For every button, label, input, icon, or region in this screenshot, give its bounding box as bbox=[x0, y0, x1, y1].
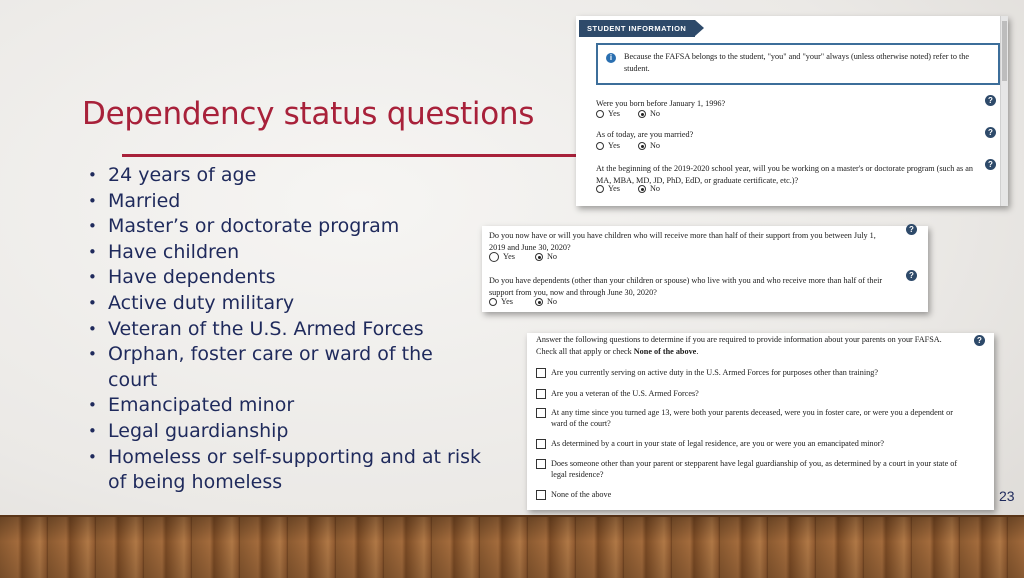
bullet-item: • Married bbox=[88, 189, 488, 215]
checkbox[interactable] bbox=[536, 490, 546, 500]
radio-button[interactable] bbox=[489, 252, 499, 262]
radio-yes[interactable] bbox=[596, 141, 620, 151]
bullet-item: • Homeless or self-supporting and at risk of being homeless bbox=[88, 445, 488, 496]
checkbox-legal-guardianship[interactable] bbox=[536, 458, 966, 480]
checkbox-label: Does someone other than your parent or stepparent have legal guardianship of you, as determined by a court in your state of legal residence? bbox=[551, 459, 958, 479]
bullet-item: • Veteran of the U.S. Armed Forces bbox=[88, 317, 488, 343]
question-graduate-program: At the beginning of the 2019-2020 school year, will you be working on a master's or doctorate program (such as an MA, MBA, MD, JD, PhD, EdD, or graduate certificate, etc.)? bbox=[596, 164, 973, 185]
bullet-item: • 24 years of age bbox=[88, 163, 488, 189]
bullet-item: • Active duty military bbox=[88, 291, 488, 317]
bullet-item: • Legal guardianship bbox=[88, 419, 488, 445]
children-dependents-screenshot bbox=[482, 226, 928, 312]
page-number: 23 bbox=[999, 488, 1015, 504]
checkbox-label: As determined by a court in your state of legal residence, are you or were you an emancipated minor? bbox=[551, 439, 885, 448]
radio-no[interactable] bbox=[535, 297, 557, 307]
intro-end: . bbox=[696, 347, 699, 356]
bullet-item: • Have dependents bbox=[88, 265, 488, 291]
intro-bold: None of the above bbox=[633, 347, 697, 356]
checkbox[interactable] bbox=[536, 439, 546, 449]
help-icon[interactable]: ? bbox=[974, 335, 985, 346]
radio-label: No bbox=[650, 141, 661, 150]
checkbox-veteran[interactable] bbox=[536, 388, 699, 399]
radio-label: Yes bbox=[608, 141, 620, 150]
checkbox[interactable] bbox=[536, 408, 546, 418]
checkbox[interactable] bbox=[536, 368, 546, 378]
radio-label: Yes bbox=[501, 297, 513, 306]
help-icon[interactable]: ? bbox=[985, 159, 996, 170]
parent-info-checklist-screenshot bbox=[527, 333, 994, 510]
bullet-list bbox=[88, 163, 488, 496]
checkbox-label: Are you currently serving on active duty in the U.S. Armed Forces for purposes other than training? bbox=[551, 368, 878, 377]
bullet-item: • Master’s or doctorate program bbox=[88, 214, 488, 240]
radio-yes[interactable] bbox=[596, 184, 620, 194]
checklist-intro bbox=[536, 334, 956, 358]
wood-floor-decoration bbox=[0, 515, 1024, 578]
help-icon[interactable]: ? bbox=[985, 127, 996, 138]
info-icon: i bbox=[606, 53, 616, 63]
title-underline bbox=[122, 154, 577, 157]
checkbox-label: None of the above bbox=[551, 490, 612, 499]
radio-button-selected[interactable] bbox=[535, 253, 543, 261]
student-information-screenshot bbox=[576, 16, 1008, 206]
radio-no[interactable] bbox=[535, 252, 557, 262]
scrollbar-thumb[interactable] bbox=[1002, 21, 1007, 81]
radio-no[interactable] bbox=[638, 141, 660, 151]
bullet-item: • Have children bbox=[88, 240, 488, 266]
question-children: Do you now have or will you have children who will receive more than half of their support from you between July 1, 2019 and June 30, 2020? bbox=[489, 231, 876, 252]
checkbox[interactable] bbox=[536, 389, 546, 399]
radio-button[interactable] bbox=[489, 298, 497, 306]
bullet-item: • Emancipated minor bbox=[88, 393, 488, 419]
radio-button[interactable] bbox=[596, 185, 604, 193]
radio-no[interactable] bbox=[638, 109, 660, 119]
info-box bbox=[596, 43, 1000, 85]
radio-label: Yes bbox=[608, 184, 620, 193]
checkbox-emancipated[interactable] bbox=[536, 438, 884, 449]
checkbox-none-of-above[interactable] bbox=[536, 489, 611, 500]
radio-label: No bbox=[650, 184, 661, 193]
radio-label: No bbox=[547, 297, 558, 306]
question-married: As of today, are you married? bbox=[596, 130, 694, 139]
checkbox-active-duty[interactable] bbox=[536, 367, 878, 378]
scrollbar[interactable] bbox=[1000, 16, 1008, 206]
bullet-item: • Orphan, foster care or ward of the court bbox=[88, 342, 488, 393]
help-icon[interactable]: ? bbox=[906, 270, 917, 281]
radio-button[interactable] bbox=[596, 142, 604, 150]
radio-yes[interactable] bbox=[489, 252, 515, 262]
radio-label: No bbox=[650, 109, 661, 118]
question-born-before: Were you born before January 1, 1996? bbox=[596, 99, 726, 108]
radio-button-selected[interactable] bbox=[638, 142, 646, 150]
help-icon[interactable]: ? bbox=[985, 95, 996, 106]
question-dependents: Do you have dependents (other than your children or spouse) who live with you and who receive more than half of their support from you, now and through June 30, 2020? bbox=[489, 276, 883, 297]
slide-title: Dependency status questions bbox=[82, 96, 535, 132]
checkbox-label: Are you a veteran of the U.S. Armed Forces? bbox=[551, 389, 699, 398]
help-icon[interactable]: ? bbox=[906, 224, 917, 235]
radio-no[interactable] bbox=[638, 184, 660, 194]
radio-label: Yes bbox=[503, 252, 515, 261]
radio-button-selected[interactable] bbox=[638, 185, 646, 193]
radio-button[interactable] bbox=[596, 110, 604, 118]
radio-label: Yes bbox=[608, 109, 620, 118]
checkbox-label: At any time since you turned age 13, were both your parents deceased, were you in foster care, or were you a dependent or ward of the court? bbox=[551, 408, 953, 428]
intro-text: Answer the following questions to determine if you are required to provide information about your parents on your FAFSA. Check all that apply or check bbox=[536, 335, 942, 356]
info-text: Because the FAFSA belongs to the student, "you" and "your" always (unless otherwise noted) refer to the student. bbox=[624, 52, 969, 73]
checkbox[interactable] bbox=[536, 459, 546, 469]
radio-button-selected[interactable] bbox=[638, 110, 646, 118]
radio-button-selected[interactable] bbox=[535, 298, 543, 306]
radio-yes[interactable] bbox=[489, 297, 513, 307]
section-header: STUDENT INFORMATION bbox=[579, 20, 695, 37]
checkbox-orphan-foster[interactable] bbox=[536, 407, 961, 429]
radio-label: No bbox=[547, 252, 558, 261]
radio-yes[interactable] bbox=[596, 109, 620, 119]
